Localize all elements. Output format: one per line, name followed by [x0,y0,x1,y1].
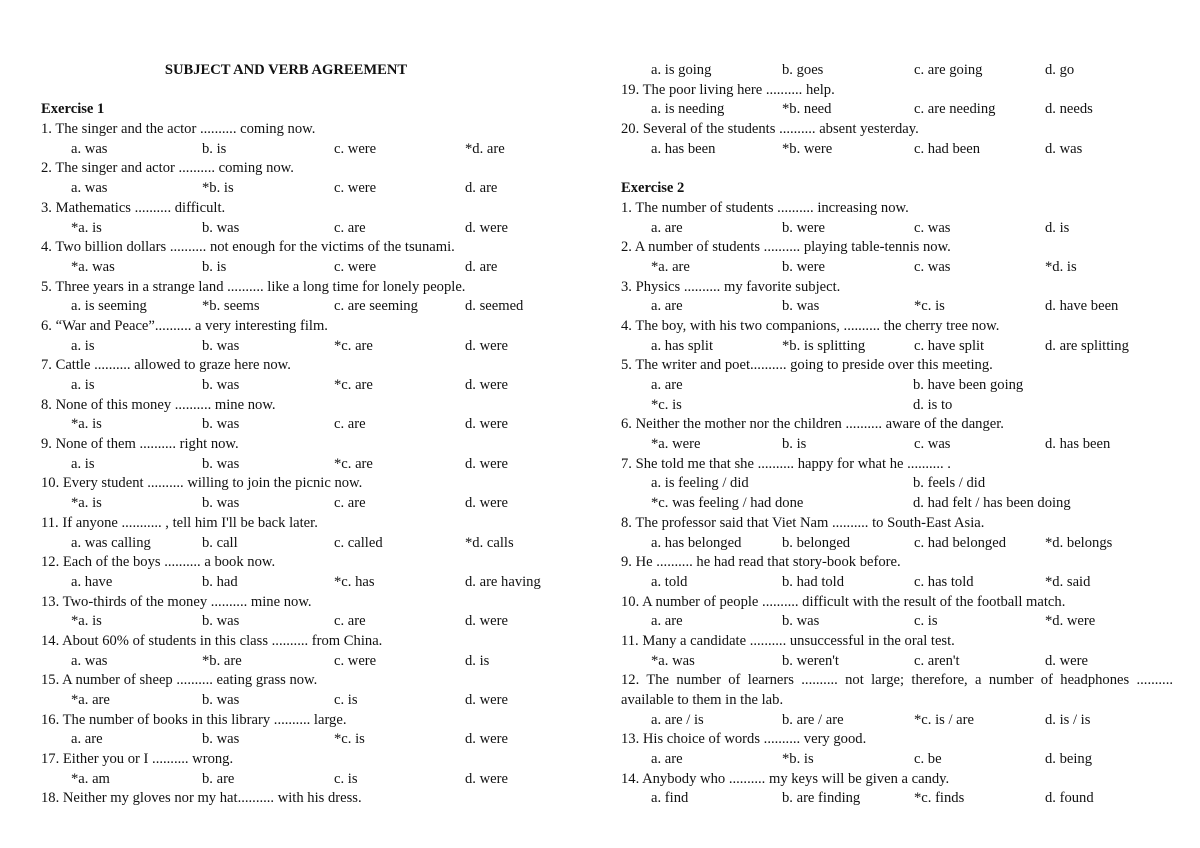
answer-option: c. had belonged [914,534,1006,551]
answer-option: a. find [651,790,689,807]
question-text: 5. Three years in a strange land .......... like a long time for lonely people. [41,278,466,295]
answer-option: a. was [71,140,108,157]
answer-option: a. has split [651,337,714,354]
answer-option: a. are [651,298,683,315]
answer-option: *c. is [914,298,945,315]
answer-option: *d. is [1045,258,1077,275]
answer-option: d. were [465,731,508,748]
answer-option: c. are [334,416,366,433]
answer-option: b. was [202,337,240,354]
question-text: 19. The poor living here .......... help. [621,81,835,98]
answer-option: d. is [1045,219,1070,236]
answer-option: d. were [465,337,508,354]
answer-option: a. told [651,573,688,590]
answer-option: d. were [465,416,508,433]
answer-options [41,612,571,632]
page-title: SUBJECT AND VERB AGREEMENT [164,62,408,78]
answer-option: d. were [465,495,508,512]
answer-option: b. is [202,140,227,157]
answer-options [41,770,571,790]
answer-option: c. are [334,495,366,512]
answer-options [621,219,1173,239]
answer-options [41,376,571,396]
answer-option: b. was [202,416,240,433]
answer-options [621,376,1173,396]
answer-options [41,455,571,475]
answer-option: *a. am [71,770,110,787]
answer-option: *c. are [334,455,373,472]
answer-options [621,474,1173,494]
left-column [41,61,571,809]
answer-option: d. seemed [465,298,524,315]
answer-option: a. have [71,573,113,590]
answer-option: b. are / are [782,711,844,728]
answer-option: *a. were [651,436,701,453]
answer-option: d. had felt / has been doing [913,495,1071,512]
question-text: 4. Two billion dollars .......... not enough for the victims of the tsunami. [41,239,455,256]
answer-option: c. are [334,219,366,236]
question-text: 12. The number of learners .......... not large; therefore, a number of headphones .......... available to them in the lab. [621,672,1173,709]
answer-option: d. is / is [1045,711,1091,728]
answer-option: *b. is splitting [782,337,866,354]
answer-option: d. were [465,455,508,472]
answer-option: c. were [334,258,377,275]
answer-option: *c. finds [914,790,965,807]
answer-option: d. needs [1045,101,1093,118]
answer-option: c. have split [914,337,985,354]
question-text: 1. The singer and the actor .......... coming now. [41,121,316,138]
answer-option: d. were [465,770,508,787]
answer-options [41,179,571,199]
answer-options [41,219,571,239]
answer-option: b. call [202,534,238,551]
exercise-1-heading: Exercise 1 [41,101,105,118]
answer-option: b. were [782,258,825,275]
answer-option: a. is needing [651,101,725,118]
answer-option: *d. calls [465,534,514,551]
answer-option: b. is [782,436,807,453]
answer-option: b. is [202,258,227,275]
answer-option: a. are [651,613,683,630]
question-text: 10. Every student .......... willing to join the picnic now. [41,475,363,492]
answer-option: a. is [71,337,95,354]
answer-option: *a. is [71,416,102,433]
answer-option: d. go [1045,62,1075,78]
answer-option: *a. is [71,613,102,630]
answer-option: *a. is [71,219,102,236]
answer-option: b. were [782,219,825,236]
answer-option: b. weren't [782,652,839,669]
answer-options [621,750,1173,770]
answer-option: c. was [914,219,951,236]
answer-option: *b. need [782,101,832,118]
answer-option: b. had [202,573,238,590]
answer-option: *a. was [651,652,695,669]
question-text: 11. If anyone ........... , tell him I'll be back later. [41,514,318,531]
answer-options [41,415,571,435]
answer-options [41,337,571,357]
answer-option: *b. were [782,140,833,157]
question-text: 8. The professor said that Viet Nam .......... to South-East Asia. [621,514,985,531]
answer-option: *d. belongs [1045,534,1113,551]
answer-options [41,652,571,672]
answer-option: c. was [914,258,951,275]
answer-options [621,61,1173,81]
question-text: 13. His choice of words .......... very good. [621,731,867,748]
answer-options [621,396,1173,416]
answer-option: d. are splitting [1045,337,1129,354]
answer-option: a. was [71,180,108,197]
question-text: 3. Mathematics .......... difficult. [41,199,226,216]
answer-option: c. was [914,436,951,453]
answer-option: *c. is [334,731,365,748]
answer-option: b. are finding [782,790,861,807]
answer-option: c. are seeming [334,298,418,315]
answer-option: c. be [914,751,942,768]
answer-option: a. are [71,731,103,748]
answer-option: *b. are [202,652,242,669]
answer-option: *b. seems [202,298,260,315]
answer-options [41,297,571,317]
answer-options [621,100,1173,120]
answer-option: b. are [202,770,235,787]
answer-option: *c. has [334,573,375,590]
answer-option: *c. was feeling / had done [651,495,804,512]
question-text: 2. The singer and actor .......... coming now. [41,160,294,177]
question-text: 10. A number of people .......... difficult with the result of the football match. [621,593,1066,610]
answer-option: a. is feeling / did [651,475,749,492]
answer-options [621,494,1173,514]
answer-options [41,534,571,554]
answer-option: d. are having [465,573,541,590]
question-text: 18. Neither my gloves nor my hat.......... with his dress. [41,790,362,807]
answer-option: *b. is [202,180,234,197]
exercise-1-continued [621,61,1173,159]
question-text: 8. None of this money .......... mine now. [41,396,276,413]
answer-option: c. are [334,613,366,630]
answer-option: b. was [202,692,240,708]
answer-option: *d. are [465,140,505,157]
answer-option: a. was calling [71,534,151,551]
answer-option: *c. are [334,377,373,393]
exercise-2-list [621,199,1173,809]
answer-options [41,730,571,750]
answer-option: *c. are [334,337,373,354]
question-text: 9. None of them .......... right now. [41,436,239,453]
answer-option: d. was [1045,140,1083,157]
answer-option: a. is seeming [71,298,147,315]
answer-option: b. was [782,613,820,630]
question-text: 13. Two-thirds of the money .......... mine now. [41,593,312,610]
answer-options [621,297,1173,317]
question-text: 4. The boy, with his two companions, .......... the cherry tree now. [621,317,1000,334]
answer-option: d. are [465,180,498,197]
answer-option: b. had told [782,573,845,590]
answer-option: d. have been [1045,298,1119,315]
question-text: 15. A number of sheep .......... eating grass now. [41,672,318,689]
answer-option: c. were [334,140,377,157]
answer-option: c. aren't [914,652,960,669]
question-text: 1. The number of students .......... increasing now. [621,199,909,216]
answer-option: a. are [651,377,683,393]
answer-option: *c. is / are [914,711,974,728]
answer-option: c. were [334,652,377,669]
answer-option: a. has been [651,140,716,157]
answer-option: d. is [465,652,490,669]
answer-options [621,789,1173,809]
answer-option: c. are needing [914,101,996,118]
question-text: 11. Many a candidate .......... unsuccessful in the oral test. [621,632,955,649]
answer-option: c. is [334,692,358,708]
question-text: 14. Anybody who .......... my keys will be given a candy. [621,770,950,787]
answer-option: a. is [71,377,95,393]
answer-option: b. belonged [782,534,851,551]
answer-option: c. is [334,770,358,787]
answer-option: a. are [651,219,683,236]
answer-option: d. is to [913,396,953,413]
answer-options [621,652,1173,672]
answer-option: d. found [1045,790,1094,807]
answer-option: b. have been going [913,377,1024,393]
answer-options [621,612,1173,632]
question-text: 7. She told me that she .......... happy for what he .......... . [621,455,951,472]
exercise-2-heading: Exercise 2 [621,180,685,197]
answer-options [621,711,1173,731]
answer-option: d. being [1045,751,1093,768]
question-text: 14. About 60% of students in this class .......... from China. [41,632,383,649]
question-text: 7. Cattle .......... allowed to graze here now. [41,357,291,374]
answer-option: *a. was [71,258,115,275]
question-text: 16. The number of books in this library .......... large. [41,711,347,728]
answer-options [621,258,1173,278]
answer-option: *d. said [1045,573,1091,590]
answer-option: *a. are [71,692,110,708]
answer-option: b. was [202,377,240,393]
answer-option: d. were [465,377,508,393]
question-text: 12. Each of the boys .......... a book now. [41,554,276,571]
answer-option: d. has been [1045,436,1111,453]
question-text: 9. He .......... he had read that story-book before. [621,554,901,571]
question-text: 5. The writer and poet.......... going to preside over this meeting. [621,357,993,374]
question-text: 2. A number of students .......... playing table-tennis now. [621,239,951,256]
answer-option: d. were [465,613,508,630]
answer-option: b. was [202,455,240,472]
answer-option: a. is [71,455,95,472]
answer-option: c. are going [914,62,983,78]
answer-option: a. is going [651,62,712,78]
answer-options [621,435,1173,455]
answer-option: b. was [202,731,240,748]
question-text: 3. Physics .......... my favorite subject. [621,278,841,295]
answer-option: d. were [1045,652,1088,669]
answer-option: *c. is [651,396,682,413]
question-text: 17. Either you or I .......... wrong. [41,751,234,768]
answer-option: *b. is [782,751,814,768]
answer-option: a. are / is [651,711,704,728]
answer-options [41,573,571,593]
right-column [621,61,1173,809]
answer-options [621,337,1173,357]
answer-option: c. has told [914,573,974,590]
question-text: 6. “War and Peace”.......... a very interesting film. [41,317,328,334]
question-text: 6. Neither the mother nor the children .......... aware of the danger. [621,416,1004,433]
answer-option: d. were [465,692,508,708]
answer-options [621,534,1173,554]
answer-option: *d. were [1045,613,1096,630]
answer-option: c. were [334,180,377,197]
answer-option: b. was [782,298,820,315]
answer-options [621,573,1173,593]
answer-option: a. has belonged [651,534,742,551]
answer-option: b. goes [782,62,824,78]
answer-option: a. are [651,751,683,768]
answer-option: *a. is [71,495,102,512]
answer-option: c. is [914,613,938,630]
answer-option: b. was [202,219,240,236]
question-text: 20. Several of the students .......... absent yesterday. [621,121,919,138]
answer-options [41,691,571,711]
answer-options [41,140,571,160]
answer-options [621,140,1173,160]
answer-option: b. was [202,613,240,630]
answer-option: d. were [465,219,508,236]
answer-option: c. had been [914,140,981,157]
answer-option: *a. are [651,258,690,275]
answer-options [41,494,571,514]
exercise-1-list [41,120,571,809]
answer-option: a. was [71,652,108,669]
answer-option: b. was [202,495,240,512]
answer-options [41,258,571,278]
answer-option: d. are [465,258,498,275]
answer-option: b. feels / did [913,475,986,492]
answer-option: c. called [334,534,383,551]
